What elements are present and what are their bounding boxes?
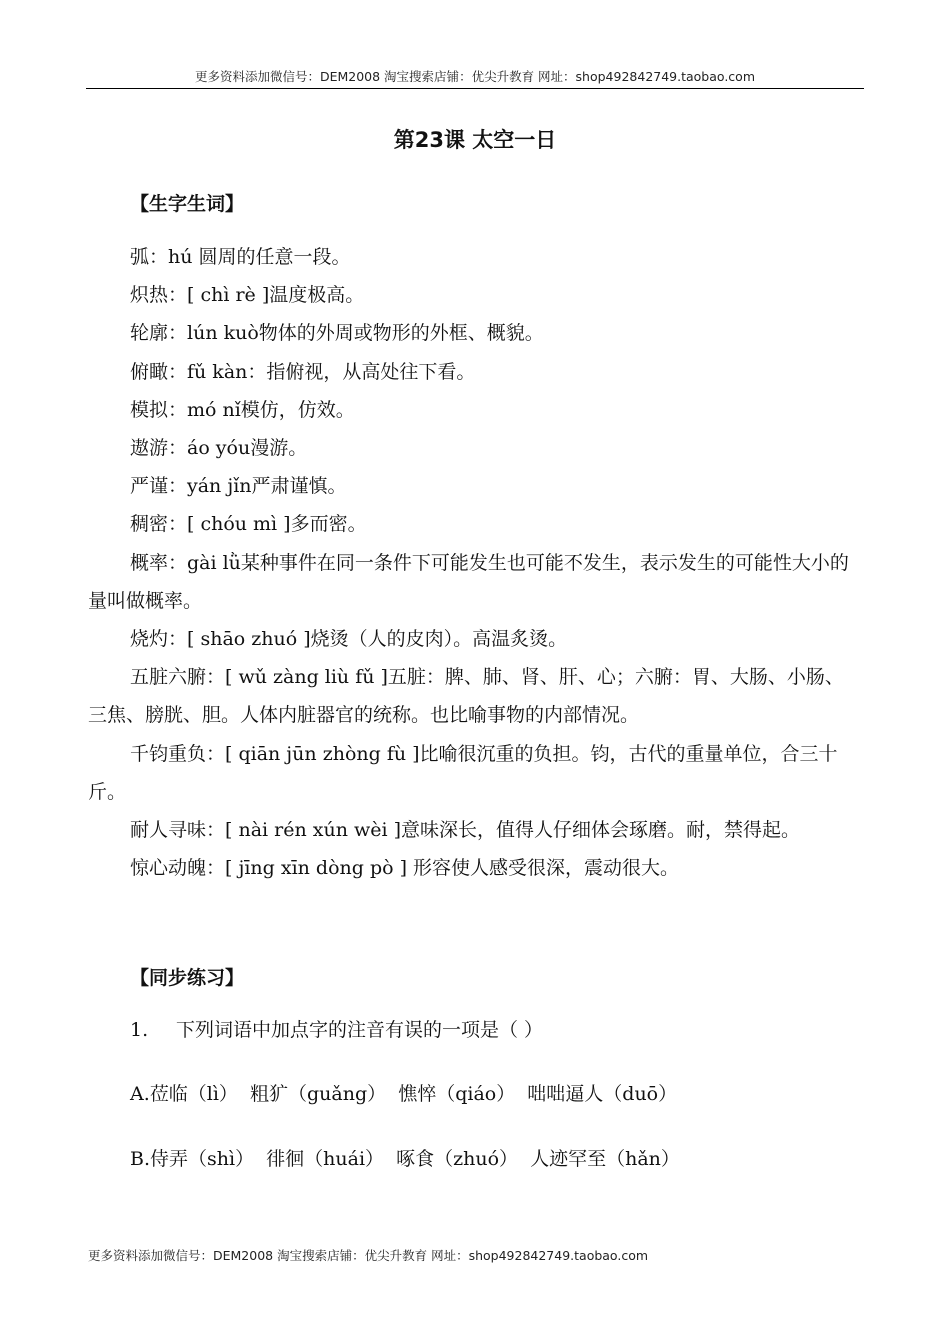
vocab-item: 弧：hú 圆周的任意一段。 (130, 246, 351, 268)
vocab-item: 轮廓：lún kuò物体的外周或物形的外框、概貌。 (130, 322, 544, 345)
vocab-section-heading: 【生字生词】 (130, 193, 245, 215)
vocab-item: 模拟：mó nǐ模仿，仿效。 (130, 398, 355, 421)
page-footer: 更多资料添加微信号：DEM2008 淘宝搜索店铺：优尖升教育 网址：shop492842749.taobao.com (88, 1248, 649, 1263)
vocab-item: 炽热：[ chì rè ]温度极高。 (130, 284, 365, 307)
vocab-item: 稠密：[ chóu mì ]多而密。 (130, 513, 367, 536)
question-number: 1. (130, 1019, 149, 1041)
option-a: A.莅临（lì） 粗犷（guǎng） 憔悴（qiáo） 咄咄逼人（duō） (130, 1083, 678, 1105)
vocab-item: 烧灼：[ shāo zhuó ]烧烫（人的皮肉）。高温炙烫。 (130, 628, 568, 651)
question-1 (130, 1014, 543, 1046)
vocab-item: 耐人寻味：[ nài rén xún wèi ]意味深长，值得人仔细体会琢磨。耐，禁得起。 (130, 819, 801, 842)
vocab-item: 五脏六腑：[ wǔ zàng liù fǔ ]五脏：脾、肺、肾、肝、心；六腑：胃、大肠、小肠、三焦、膀胱、胆。人体内脏器官的统称。也比喻事物的内部情况。 (88, 666, 844, 727)
vocab-item: 概率：gài lǜ某种事件在同一条件下可能发生也可能不发生，表示发生的可能性大小的量叫做概率。 (88, 551, 849, 612)
vocab-item: 千钧重负：[ qiān jūn zhòng fù ]比喻很沉重的负担。钧，古代的重量单位，合三十斤。 (88, 742, 838, 803)
page-header: 更多资料添加微信号：DEM2008 淘宝搜索店铺：优尖升教育 网址：shop492842749.taobao.com (86, 66, 864, 89)
practice-section-heading: 【同步练习】 (130, 967, 245, 989)
vocab-item: 惊心动魄：[ jīng xīn dòng pò ] 形容使人感受很深，震动很大。 (130, 857, 680, 880)
question-stem-text: 下列词语中加点字的注音有误的一项是（ ） (176, 1019, 544, 1041)
vocab-item: 俯瞰：fǔ kàn：指俯视，从高处往下看。 (130, 360, 476, 383)
page-title: 第23课 太空一日 (393, 128, 557, 152)
vocab-item: 遨游：áo yóu漫游。 (130, 437, 308, 460)
vocab-list (88, 238, 860, 887)
option-b: B.侍弄（shì） 徘徊（huái） 啄食（zhuó） 人迹罕至（hǎn） (130, 1148, 680, 1170)
vocab-item: 严谨：yán jǐn严肃谨慎。 (130, 475, 347, 498)
